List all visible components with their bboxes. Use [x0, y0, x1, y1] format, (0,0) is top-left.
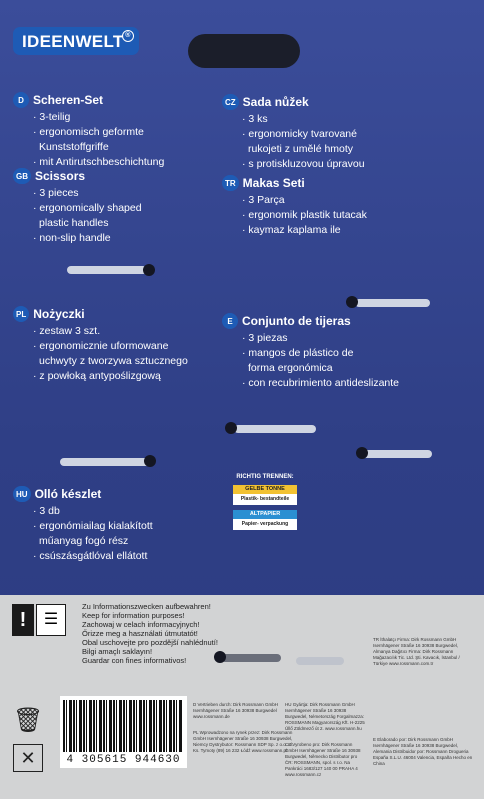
scissors-handle [355, 299, 430, 307]
section-line: plastic handles [39, 217, 109, 229]
section-title: Nożyczki [33, 307, 85, 321]
section-line: Kunststoffgriffe [39, 141, 109, 153]
section-line: · ergonomicky tvarované [242, 127, 472, 142]
section-line: műanyag fogó rész [39, 535, 129, 547]
section-line: · zestaw 3 szt. [33, 324, 223, 339]
section-title: Olló készlet [34, 487, 102, 501]
section-tr [222, 175, 472, 238]
scissors-handle [234, 425, 316, 433]
notice-icons [12, 604, 66, 636]
weee-bin-icon: 🗑 [13, 707, 44, 734]
importer-cz: CZ Vyrobeno pro: Dirk Rossmann GmbH Isernhägener Straße 16 30938 Burgwedel, Německo Distributor pro ČR: ROSSMANN, spol. s r.o. Na Pankráci 1683/127 140 00 PRAHA 4 www.rossmann.cz [285, 742, 361, 777]
section-line: · 3 db [33, 504, 223, 519]
section-title: Sada nůžek [242, 95, 309, 109]
notice-line: Zu Informationszwecken aufbewahren! [82, 602, 211, 611]
scissors-handle [60, 458, 150, 466]
keep-notice [82, 602, 218, 665]
section-title: Scheren-Set [33, 93, 104, 107]
section-line: rukojeti z umělé hmoty [248, 143, 354, 155]
section-hu [13, 486, 223, 564]
country-badge: HU [13, 486, 31, 502]
section-line: · ergonomicznie uformowane [33, 339, 223, 354]
section-line: · ergonómiailag kialakított [33, 519, 223, 534]
barcode-number: 4 305615 944630 [66, 754, 181, 766]
scissors-pivot [144, 455, 156, 467]
scissors-pivot [225, 422, 237, 434]
read-manual-icon: ☰ [36, 604, 66, 636]
section-de [13, 92, 223, 170]
scissors-handle [221, 654, 281, 662]
section-title: Conjunto de tijeras [242, 314, 351, 328]
section-line: uchwyty z tworzywa sztucznego [39, 355, 188, 367]
section-line: · z powłoką antypoślizgową [33, 369, 223, 384]
section-line: · csúszásgátlóval ellátott [33, 549, 223, 564]
scissors-pivot [214, 651, 226, 663]
scissors-pivot [143, 264, 155, 276]
notice-line: Keep for information purposes! [82, 611, 185, 620]
notice-line: Bilgi amaçlı saklayın! [82, 647, 153, 656]
barcode [60, 696, 187, 768]
importer-pl: PL Wprowadzono na rynek przez: Dirk Rossmann GmbH Isernhägener Straße 16 30938 Burgwedel, Niemcy Dystrybutor: Rossmann SDP Sp. z o.o. ul. Ks. Tymoty (89) 16 232 Łódź www.rossmann.pl [193, 730, 293, 753]
notice-line: Zachowaj w celach informacyjnych! [82, 620, 200, 629]
section-line: · mangos de plástico de [242, 346, 472, 361]
section-line: · non-slip handle [33, 231, 223, 246]
scissors-handle [67, 266, 147, 274]
section-line: · con recubrimiento antideslizante [242, 376, 472, 391]
country-badge: CZ [222, 94, 239, 110]
importer-de: D Vertrieben durch: Dirk Rossmann GmbH Isernhägener Straße 16 30938 Burgwedel www.rossmann.de [193, 702, 279, 719]
warning-icon: ! [12, 604, 34, 636]
section-line: · ergonomically shaped [33, 201, 223, 216]
recycling-head: RICHTIG TRENNEN: [236, 474, 294, 480]
paper-bin-text: Papier- verpackung [233, 519, 297, 530]
section-line: · 3 Parça [242, 193, 472, 208]
section-line: · s protiskluzovou úpravou [242, 157, 472, 172]
yellow-bin-label: GELBE TONNE [233, 485, 297, 494]
importer-hu: HU Gyártja: Dirk Rossmann GmbH Isernhägener Straße 16 30938 Burgwedel, Németország Forgalmazza: ROSSMANN Magyarország Kft. H-2225 Üllő Zöldmező út 2. www.rossmann.hu [285, 702, 365, 731]
section-line: · 3 pieces [33, 186, 223, 201]
crossed-bin-icon: ✕ [13, 744, 43, 772]
brand-logo [13, 27, 139, 55]
country-badge: D [13, 92, 29, 108]
notice-line: Obal uschovejte pro pozdější nahlédnutí! [82, 638, 218, 647]
section-line: · ergonomisch geformte [33, 125, 223, 140]
hang-hole [188, 34, 300, 68]
country-badge: GB [13, 168, 31, 184]
importer-es: E Elaborado por: Dirk Rossmann GmbH Isernhägener Straße 16 30938 Burgwedel, Alemania Distribuidor por: Rossmann Drogueria España S.L.U. 46004 Valencia, España Hecho en China [373, 737, 473, 766]
scissors-handle [296, 657, 344, 665]
paper-bin-label: ALTPAPIER [233, 510, 297, 519]
section-cz [222, 94, 472, 172]
yellow-bin-text: Plastik- bestandteile [233, 494, 297, 505]
notice-line: Guardar con fines informativos! [82, 656, 187, 665]
country-badge: PL [13, 306, 29, 322]
barcode-bars [63, 700, 182, 752]
section-gb [13, 168, 223, 246]
importer-tr: TR İthalatçı Firma: Dirk Rossmann GmbH Isernhägener Straße 16 30938 Burgwedel, Almanya Dağıtıcı Firma: Dirk Rossmann Mağazacılık Tic. Ltd. Şti. Kavacık, İstanbul / Türkiye www.rossmann.com.tr [373, 637, 460, 666]
section-line: forma ergonómica [248, 362, 333, 374]
section-es [222, 313, 472, 391]
section-line: · mit Antirutschbeschichtung [33, 155, 223, 170]
section-title: Makas Seti [242, 176, 305, 190]
registered-mark: ® [122, 30, 134, 42]
scissors-pivot [356, 447, 368, 459]
recycling-guide [233, 474, 297, 530]
section-line: · kaymaz kaplama ile [242, 223, 472, 238]
section-line: · ergonomik plastik tutacak [242, 208, 472, 223]
section-line: · 3 ks [242, 112, 472, 127]
brand-name: IDEENWELT [22, 32, 124, 51]
scissors-pivot [346, 296, 358, 308]
country-badge: TR [222, 175, 239, 191]
section-pl [13, 306, 223, 384]
country-badge: E [222, 313, 238, 329]
notice-line: Őrizze meg a használati útmutatót! [82, 629, 198, 638]
section-line: · 3-teilig [33, 110, 223, 125]
section-line: · 3 piezas [242, 331, 472, 346]
scissors-handle [362, 450, 432, 458]
section-title: Scissors [35, 169, 86, 183]
